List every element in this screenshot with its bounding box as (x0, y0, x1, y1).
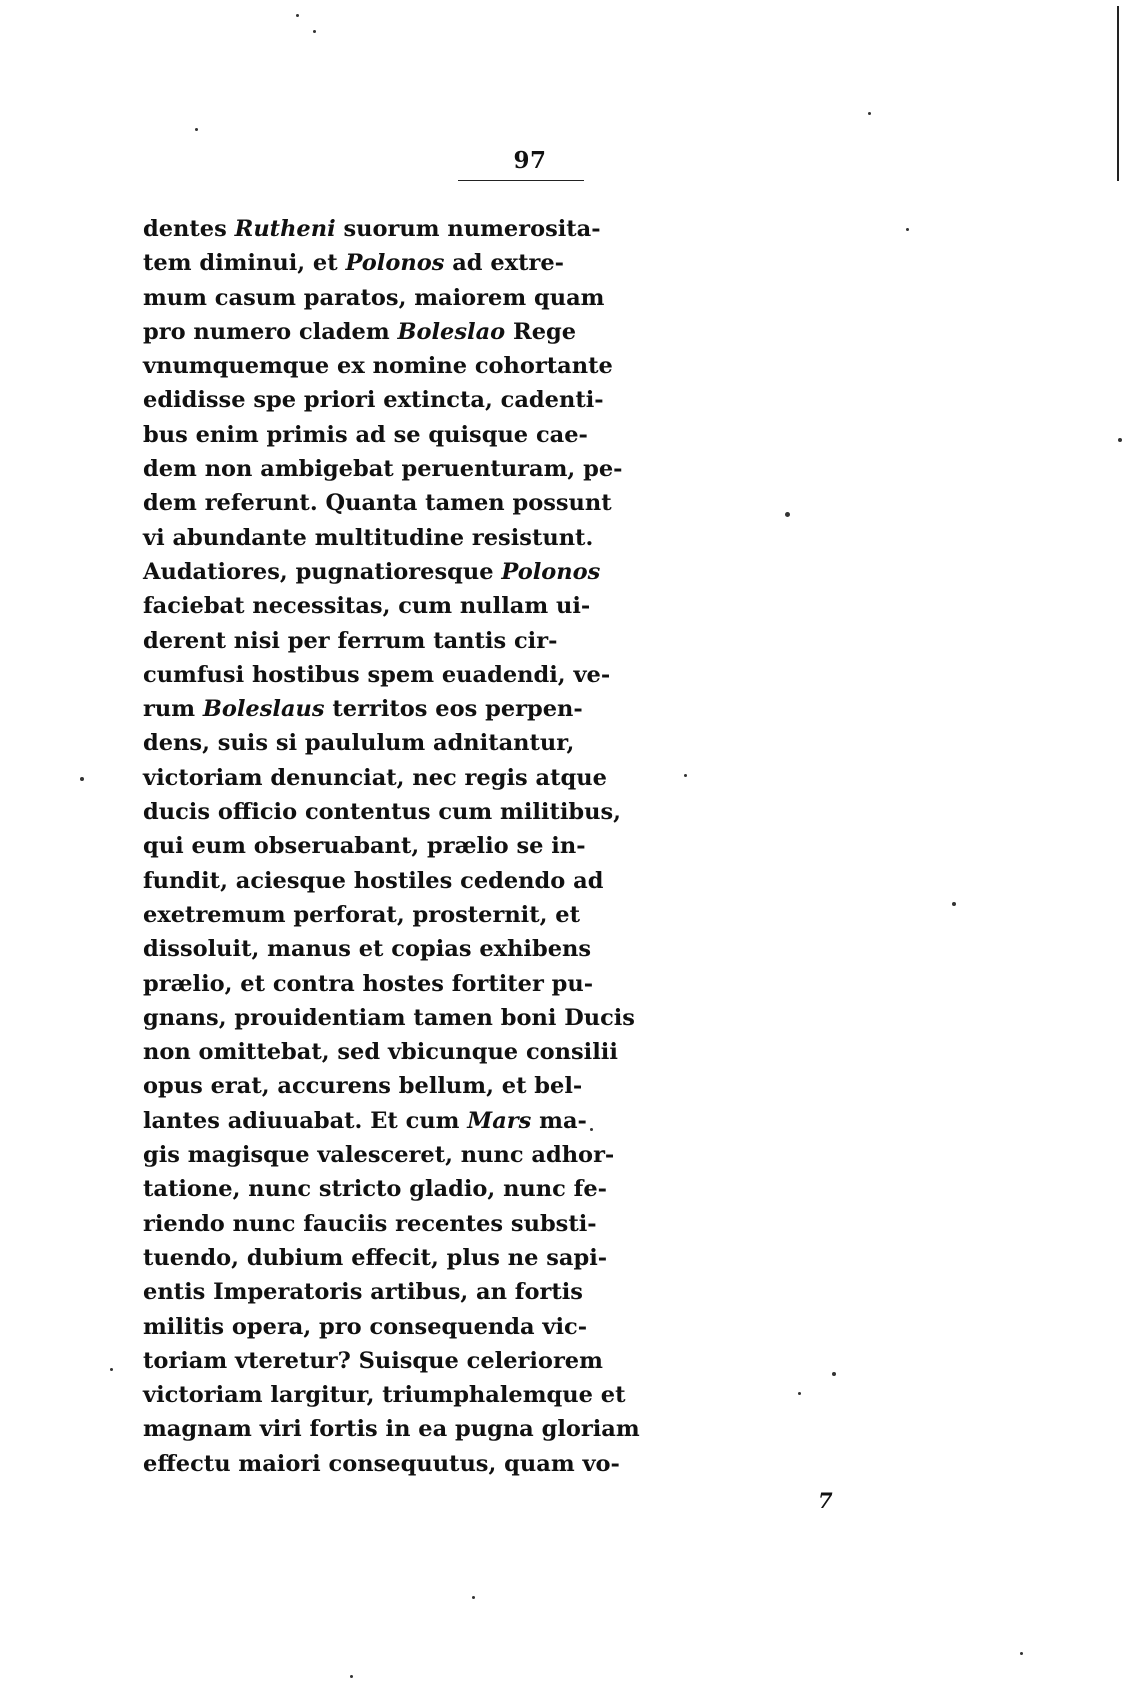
text-run: prælio, et contra hostes fortiter pu- (143, 970, 594, 997)
text-line (143, 1207, 597, 1241)
scan-speck (80, 777, 84, 781)
text-run: edidisse spe priori extincta, cadenti- (143, 387, 604, 414)
scan-speck (590, 1128, 593, 1131)
italic-name: Boleslaus (202, 696, 325, 723)
text-line (143, 281, 605, 315)
text-run: victoriam denunciat, nec regis atque (143, 764, 607, 791)
text-run: Rege (505, 318, 577, 345)
text-line (143, 761, 607, 795)
text-line (143, 1241, 608, 1275)
text-run: faciebat necessitas, cum nullam ui- (143, 593, 591, 620)
text-line (143, 967, 594, 1001)
text-run: dem non ambigebat peruenturam, pe- (143, 456, 623, 483)
text-run: victoriam largitur, triumphalemque et (143, 1382, 626, 1409)
scan-speck (350, 1675, 353, 1678)
text-line (143, 864, 604, 898)
text-line (143, 212, 601, 246)
text-run: tem diminui, et (143, 250, 346, 277)
text-line (143, 589, 591, 623)
text-line (143, 1412, 640, 1446)
text-line (143, 521, 594, 555)
scan-speck (195, 128, 198, 131)
text-run: exetremum perforat, prosternit, et (143, 901, 580, 928)
text-run: vnumquemque ex nomine cohortante (143, 353, 613, 380)
scan-speck (1020, 1652, 1023, 1655)
text-run: ducis officio contentus cum militibus, (143, 799, 622, 826)
text-run: ad extre- (444, 250, 564, 277)
text-line (143, 349, 613, 383)
scan-speck (868, 112, 871, 115)
italic-name: Rutheni (234, 216, 336, 242)
text-line (143, 726, 575, 760)
text-run: riendo nunc fauciis recentes substi- (143, 1210, 597, 1237)
text-run: bus enim primis ad se quisque cae- (143, 421, 588, 448)
text-line (143, 1104, 587, 1138)
text-line (143, 1310, 588, 1344)
italic-name: Mars (467, 1107, 532, 1134)
text-run: vi abundante multitudine resistunt. (143, 524, 594, 551)
scan-speck (798, 1392, 801, 1395)
text-run: dentes (143, 216, 235, 242)
text-run: mum casum paratos, maiorem quam (143, 284, 605, 311)
text-line (143, 795, 622, 829)
text-run: rum (143, 696, 203, 723)
text-line (143, 1035, 618, 1069)
text-line (143, 1138, 615, 1172)
scan-speck (906, 228, 909, 231)
text-run: cumfusi hostibus spem euadendi, ve- (143, 661, 611, 688)
text-line (143, 1344, 603, 1378)
scan-speck (785, 512, 790, 517)
text-line (143, 829, 586, 863)
text-run: Audatiores, pugnatioresque (143, 558, 502, 585)
scan-speck (296, 14, 299, 17)
text-run: effectu maiori consequutus, quam vo- (143, 1450, 620, 1477)
text-run: entis Imperatoris artibus, an fortis (143, 1279, 583, 1306)
text-line (143, 658, 611, 692)
text-line (143, 486, 612, 520)
text-run: dem referunt. Quanta tamen possunt (143, 490, 612, 517)
text-run: gnans, prouidentiam tamen boni Ducis (143, 1004, 635, 1031)
text-line (143, 1069, 583, 1103)
scan-speck (1118, 438, 1122, 442)
text-line (143, 1447, 620, 1481)
text-run: ma- (531, 1107, 587, 1134)
scan-speck (110, 1368, 113, 1371)
text-line (143, 1378, 626, 1412)
text-run: militis opera, pro consequenda vic- (143, 1313, 588, 1340)
text-run: territos eos perpen- (324, 696, 583, 723)
text-line (143, 1001, 635, 1035)
body-text (143, 212, 640, 1481)
text-line (143, 1172, 608, 1206)
scan-speck (313, 30, 316, 33)
text-run: suorum numerosita- (335, 216, 601, 242)
scan-speck (684, 774, 687, 777)
text-run: magnam viri fortis in ea pugna gloriam (143, 1416, 640, 1443)
signature-mark: 7 (818, 1488, 833, 1513)
text-line (143, 246, 564, 280)
page-number: 97 (513, 147, 547, 174)
scan-speck (952, 902, 956, 906)
text-run: toriam vteretur? Suisque celeriorem (143, 1347, 603, 1374)
text-line (143, 1275, 583, 1309)
text-line (143, 932, 592, 966)
text-line (143, 555, 601, 589)
scan-speck (472, 1596, 475, 1599)
scan-edge-shadow (1117, 6, 1119, 181)
text-run: pro numero cladem (143, 318, 398, 345)
header-rule (458, 180, 584, 181)
text-line (143, 692, 583, 726)
text-run: derent nisi per ferrum tantis cir- (143, 627, 558, 654)
text-run: fundit, aciesque hostiles cedendo ad (143, 867, 604, 894)
text-line (143, 898, 580, 932)
text-run: non omittebat, sed vbicunque consilii (143, 1039, 618, 1066)
italic-name: Boleslao (397, 318, 506, 345)
italic-name: Polonos (501, 558, 601, 585)
text-run: dissoluit, manus et copias exhibens (143, 936, 592, 963)
text-line (143, 624, 558, 658)
text-line (143, 383, 604, 417)
text-line (143, 452, 623, 486)
text-run: dens, suis si paululum adnitantur, (143, 730, 575, 757)
text-line (143, 315, 577, 349)
scan-speck (832, 1372, 836, 1376)
italic-name: Polonos (345, 250, 445, 277)
text-run: opus erat, accurens bellum, et bel- (143, 1073, 583, 1100)
text-run: tatione, nunc stricto gladio, nunc fe- (143, 1176, 608, 1203)
text-run: lantes adiuuabat. Et cum (143, 1107, 468, 1134)
text-line (143, 418, 588, 452)
text-run: tuendo, dubium effecit, plus ne sapi- (143, 1244, 608, 1271)
text-run: gis magisque valesceret, nunc adhor- (143, 1142, 615, 1169)
text-run: qui eum obseruabant, prælio se in- (143, 833, 586, 860)
